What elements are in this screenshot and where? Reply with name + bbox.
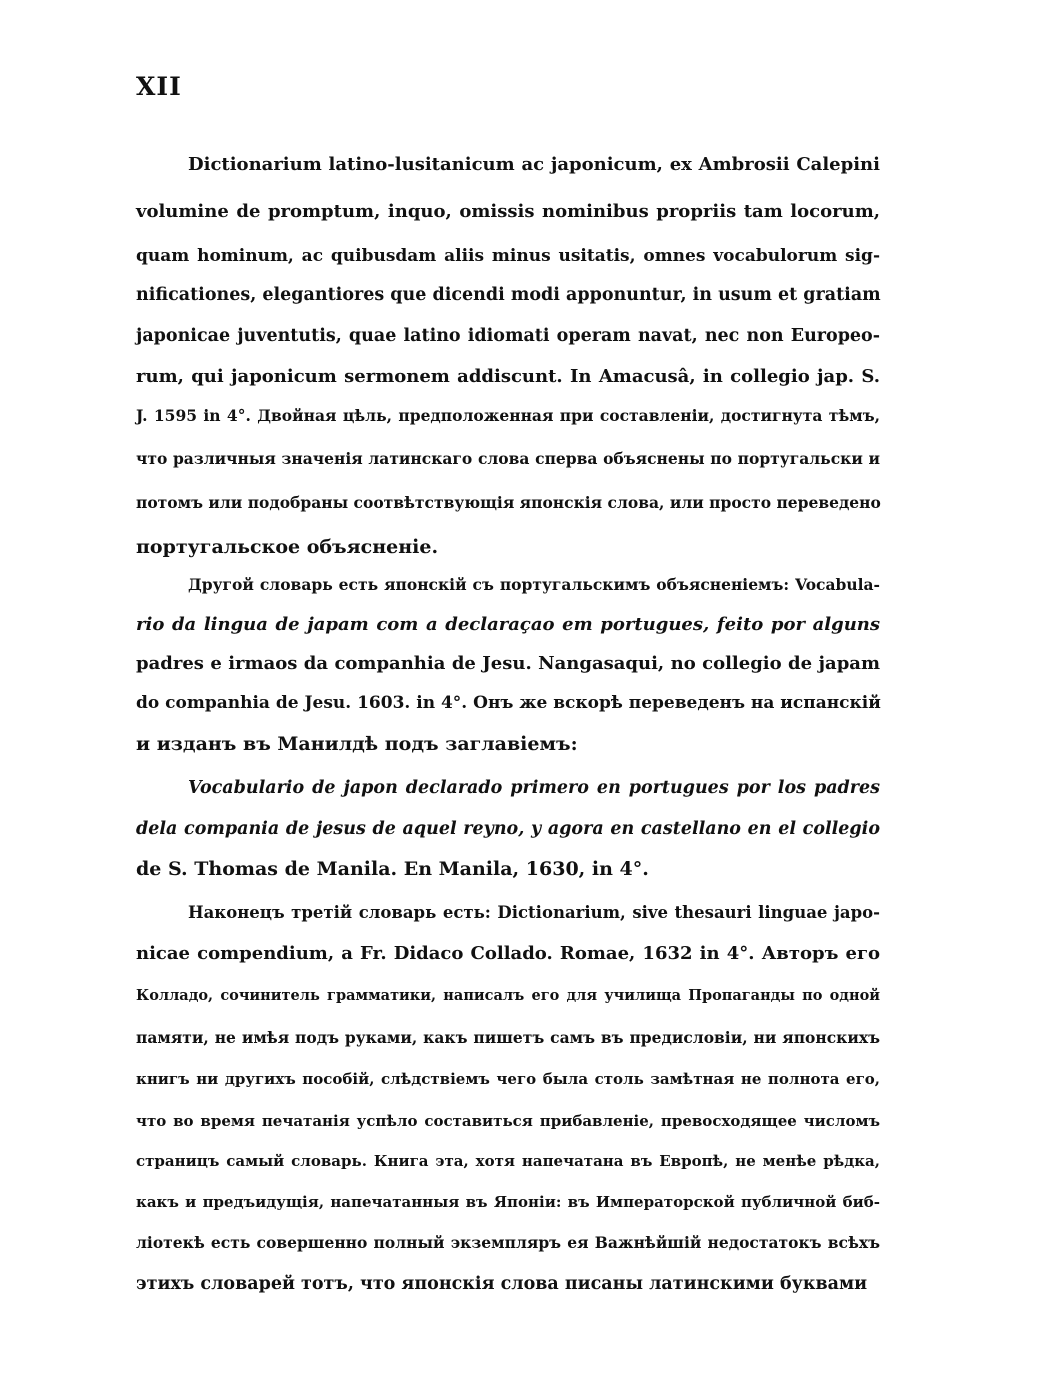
text-line: что различныя значенія латинскаго слова сперва объяснены по португальски и — [136, 449, 880, 468]
text-line: ліотекѣ есть совершенно полный экземпляръ ея Важнѣйшій недостатокъ всѣхъ — [136, 1233, 880, 1252]
text-line: Другой словарь есть японскій съ португальскимъ объясненіемъ: Vocabula- — [188, 575, 880, 594]
text-line: потомъ или подобраны соотвѣтствующія японскія слова, или просто переведено — [136, 493, 881, 512]
text-line: dela compania de jesus de aquel reyno, y agora en castellano en el collegio — [136, 819, 880, 839]
text-line: volumine de promptum, inquo, omissis nominibus propriis tam locorum, — [136, 201, 880, 222]
text-line: Vocabulario de japon declarado primero en portugues por los padres — [188, 778, 880, 798]
text-line: quam hominum, ac quibusdam aliis minus usitatis, omnes vocabulorum sig- — [136, 246, 880, 266]
text-line: nificationes, elegantiores que dicendi modi apponuntur, in usum et gratiam — [136, 285, 881, 305]
text-line: Колладо, сочинитель грамматики, написалъ его для училища Пропаганды по одной — [136, 987, 880, 1004]
text-line: japonicae juventutis, quae latino idiomati operam navat, nec non Europeo- — [136, 326, 880, 346]
text-line: этихъ словарей тотъ, что японскія слова писаны латинскими буквами — [136, 1274, 868, 1294]
text-line: что во время печатанія успѣло составиться прибавленіе, превосходящее числомъ — [136, 1112, 880, 1130]
text-line: rum, qui japonicum sermonem addiscunt. In Amacusâ, in collegio jap. S. — [136, 366, 880, 387]
text-line: португальское объясненіе. — [136, 536, 439, 558]
text-line: какъ и предъидущія, напечатанныя въ Японіи: въ Императорской публичной биб- — [136, 1193, 880, 1211]
text-line: Dictionarium latino-lusitanicum ac japonicum, ex Ambrosii Calepini — [188, 154, 880, 175]
text-line: de S. Thomas de Manila. En Manila, 1630, in 4°. — [136, 858, 649, 880]
text-line: J. 1595 in 4°. Двойная цѣль, предположенная при составленіи, достигнута тѣмъ, — [136, 406, 880, 425]
text-line: Наконецъ третій словарь есть: Dictionarium, sive thesauri linguae japo- — [188, 903, 880, 922]
page-number: XII — [136, 72, 182, 101]
text-line: памяти, не имѣя подъ руками, какъ пишетъ самъ въ предисловіи, ни японскихъ — [136, 1028, 880, 1047]
text-line: padres e irmaos da companhia de Jesu. Nangasaqui, no collegio de japam — [136, 653, 880, 674]
text-line: rio da lingua de japam com a declaraçao em portugues, feito por alguns — [136, 614, 880, 635]
text-line: nicae compendium, a Fr. Didaco Collado. Romae, 1632 in 4°. Авторъ его — [136, 943, 880, 964]
text-line: книгъ ни другихъ пособій, слѣдствіемъ чего была столь замѣтная не полнота его, — [136, 1070, 880, 1088]
text-line: и изданъ въ Манилдѣ подъ заглавіемъ: — [136, 733, 578, 755]
text-line: do companhia de Jesu. 1603. in 4°. Онъ же вскорѣ переведенъ на испанскій — [136, 693, 881, 713]
text-line: страницъ самый словарь. Книга эта, хотя напечатана въ Европѣ, не менѣе рѣдка, — [136, 1152, 880, 1170]
